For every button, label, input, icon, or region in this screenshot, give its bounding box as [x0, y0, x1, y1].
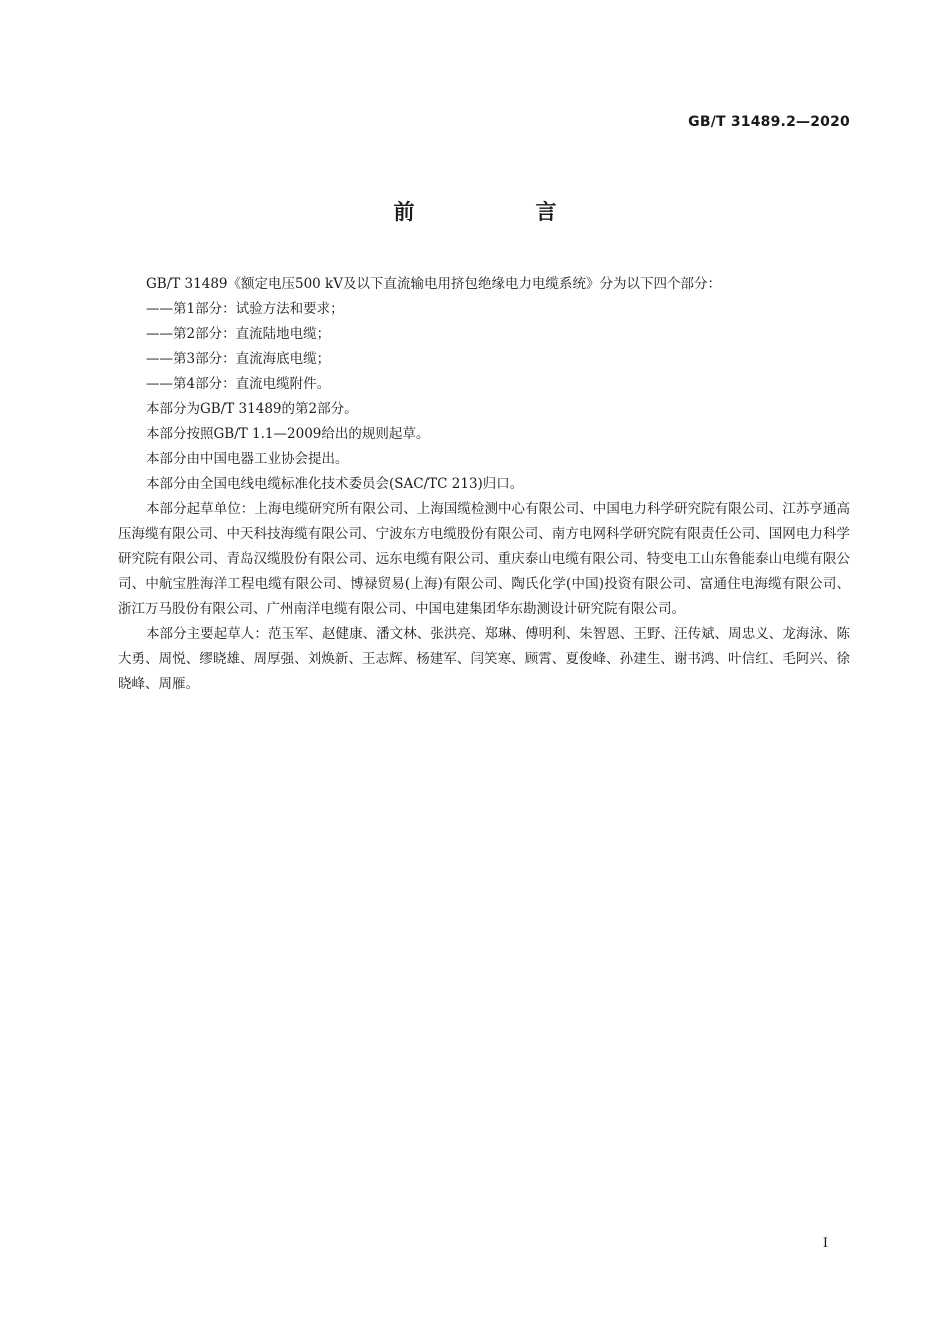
paragraph-proposer: 本部分由中国电器工业协会提出。	[146, 451, 349, 467]
paragraph-part-1: ——第1部分：试验方法和要求；	[146, 301, 344, 317]
paragraph-parts-intro: GB/T 31489《额定电压500 kV及以下直流输电用挤包绝缘电力电缆系统》分为以下四个部分：	[146, 276, 721, 292]
standard-code: GB/T 31489.2—2020	[688, 114, 850, 130]
paragraph-this-part: 本部分为GB/T 31489的第2部分。	[146, 401, 358, 417]
paragraph-drafting-units: 本部分起草单位：上海电缆研究所有限公司、上海国缆检测中心有限公司、中国电力科学研究院有限公司、江苏亨通高压海缆有限公司、中天科技海缆有限公司、宁波东方电缆股份有限公司、南方电网科学研究院有限责任公司、国网电力科学研究院有限公司、青岛汉缆股份有限公司、远东电缆有限公司、重庆泰山电缆有限公司、特变电工山东鲁能泰山电缆有限公司、中航宝胜海洋工程电缆有限公司、博禄贸易(上海)有限公司、陶氏化学(中国)投资有限公司、富通住电海缆有限公司、浙江万马股份有限公司、广州南洋电缆有限公司、中国电建集团华东勘测设计研究院有限公司。	[118, 501, 850, 617]
paragraph-part-2: ——第2部分：直流陆地电缆；	[146, 326, 331, 342]
page-number: I	[822, 1236, 828, 1251]
paragraph-part-4: ——第4部分：直流电缆附件。	[146, 376, 331, 392]
page-title: 前 言	[393, 200, 607, 224]
paragraph-drafting-rules: 本部分按照GB/T 1.1—2009给出的规则起草。	[146, 426, 430, 442]
paragraph-committee: 本部分由全国电线电缆标准化技术委员会(SAC/TC 213)归口。	[146, 476, 524, 492]
paragraph-drafters: 本部分主要起草人：范玉军、赵健康、潘文林、张洪亮、郑琳、傅明利、朱智恩、王野、汪传斌、周忠义、龙海泳、陈大勇、周悦、缪晓雄、周厚强、刘焕新、王志辉、杨建军、闫笑寒、顾霄、夏俊峰、孙建生、谢书鸿、叶信红、毛阿兴、徐晓峰、周雁。	[118, 626, 850, 692]
paragraph-part-3: ——第3部分：直流海底电缆；	[146, 351, 331, 367]
foreword-body	[118, 272, 850, 697]
